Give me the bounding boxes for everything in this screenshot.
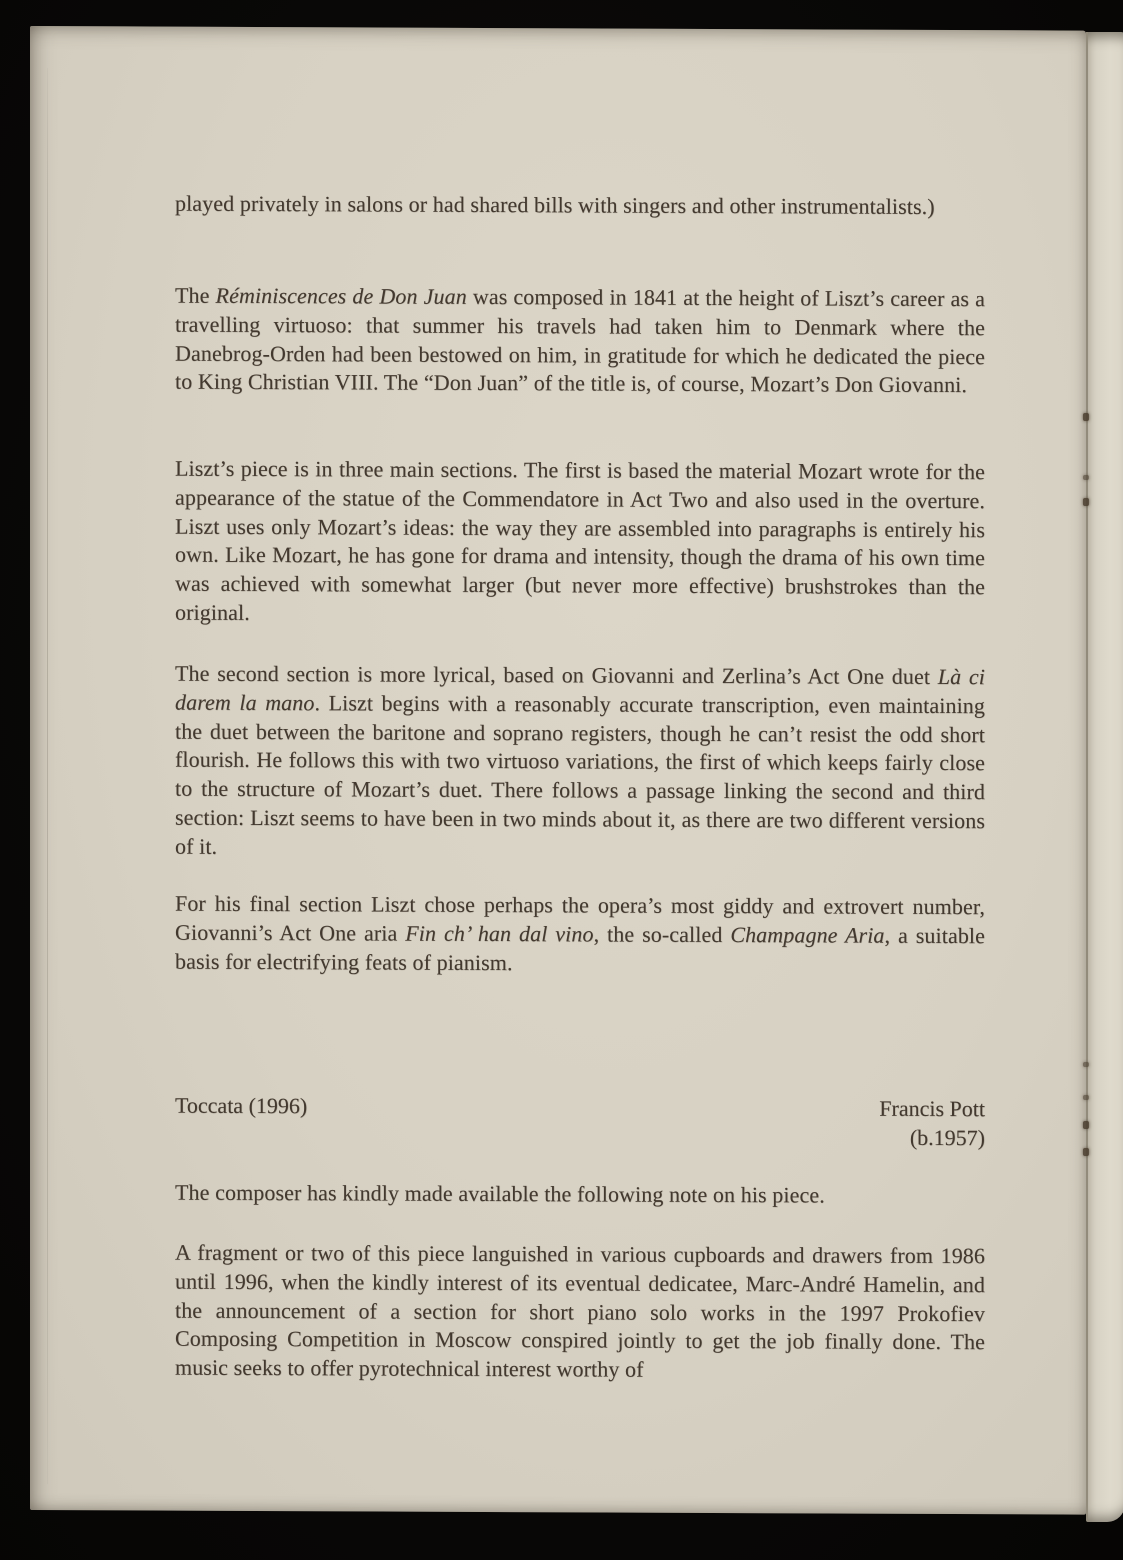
text-segment: . Liszt begins with a reasonably accurate transcription, even maintaining the duet between the baritone and soprano registers, though he can’t resist the odd short flourish. He follows this with two virtuoso variations, the first of which keeps fairly close to the structure of Mozart’s duet. There follows a passage linking the second and third section: Liszt seems to have been in two minds about it, as there are two different versions of it. (175, 690, 985, 859)
paragraph-reminiscences (175, 282, 985, 401)
page-left-crease (47, 68, 48, 1484)
composer-birth-year: (b.1957) (909, 1124, 985, 1150)
work-heading (175, 1092, 985, 1153)
text-segment: The second section is more lyrical, based on Giovanni and Zerlina’s Act One duet (175, 660, 938, 689)
staple-mark (1083, 498, 1089, 506)
composer-credit (879, 1095, 985, 1153)
staple-mark (1083, 475, 1089, 480)
staple-mark (1083, 1095, 1089, 1100)
italic-text-segment: Champagne Aria (730, 921, 885, 948)
paragraph-three-sections (175, 455, 985, 631)
text-segment: For his final section Liszt chose perhaps the opera’s most giddy and extrovert number, Giovanni’s Act One aria (175, 890, 985, 946)
composer-note-intro: The composer has kindly made available the following note on his piece. (175, 1179, 825, 1208)
italic-text-segment: Réminiscences de Don Juan (215, 282, 467, 309)
italic-text-segment: Là ci darem la mano (175, 663, 985, 716)
paragraph-toccata-note (175, 1239, 985, 1387)
composer-name: Francis Pott (879, 1095, 985, 1122)
paragraph-final-section (175, 890, 985, 980)
text-segment: The (175, 282, 216, 308)
text-segment: Liszt’s piece is in three main sections. The first is based the material Mozart wrote for the appearance of the statue of the Commendatore in Act Two and also used in the overture. Liszt uses only Mozart’s ideas: the way they are assembled into paragraphs is entirely his own. Like Mozart, he has gone for drama and intensity, though the drama of his own time was achieved with somewhat larger (but never more effective) brushstrokes than the original. (175, 455, 985, 625)
text-segment: , a suitable basis for electrifying feats of pianism. (175, 922, 985, 975)
text-segment: A fragment or two of this piece languished in various cupboards and drawers from 1986 until 1996, when the kindly interest of its eventual dedicatee, Marc-André Hamelin, and the announcement of a section for short piano solo works in the 1997 Prokofiev Composing Competition in Moscow conspired jointly to get the job finally done. The music seeks to offer pyrotechnical interest worthy of (175, 1239, 985, 1382)
text-segment: played privately in salons or had shared bills with singers and other instrumentalists.) (175, 190, 935, 219)
staple-mark (1083, 1062, 1089, 1067)
italic-text-segment: Fin ch’ han dal vino (405, 920, 594, 947)
paragraph-second-section (175, 660, 985, 865)
text-segment: , the so-called (593, 921, 731, 947)
work-title: Toccata (1996) (175, 1092, 308, 1119)
paragraph-continuation (175, 190, 985, 222)
programme-page (30, 26, 1086, 1515)
text-segment: was composed in 1841 at the height of Liszt’s career as a travelling virtuoso: that summer his travels had taken him to Denmark where the Danebrog-Orden had been bestowed on him, in gratitude for which he dedicated the piece to King Christian VIII. The “Don Juan” of the title is, of course, Mozart’s Don Giovanni. (175, 283, 985, 398)
staple-mark (1083, 413, 1089, 421)
staple-mark (1083, 1148, 1089, 1156)
facing-page-edge (1086, 32, 1123, 1522)
staple-mark (1083, 1121, 1089, 1129)
